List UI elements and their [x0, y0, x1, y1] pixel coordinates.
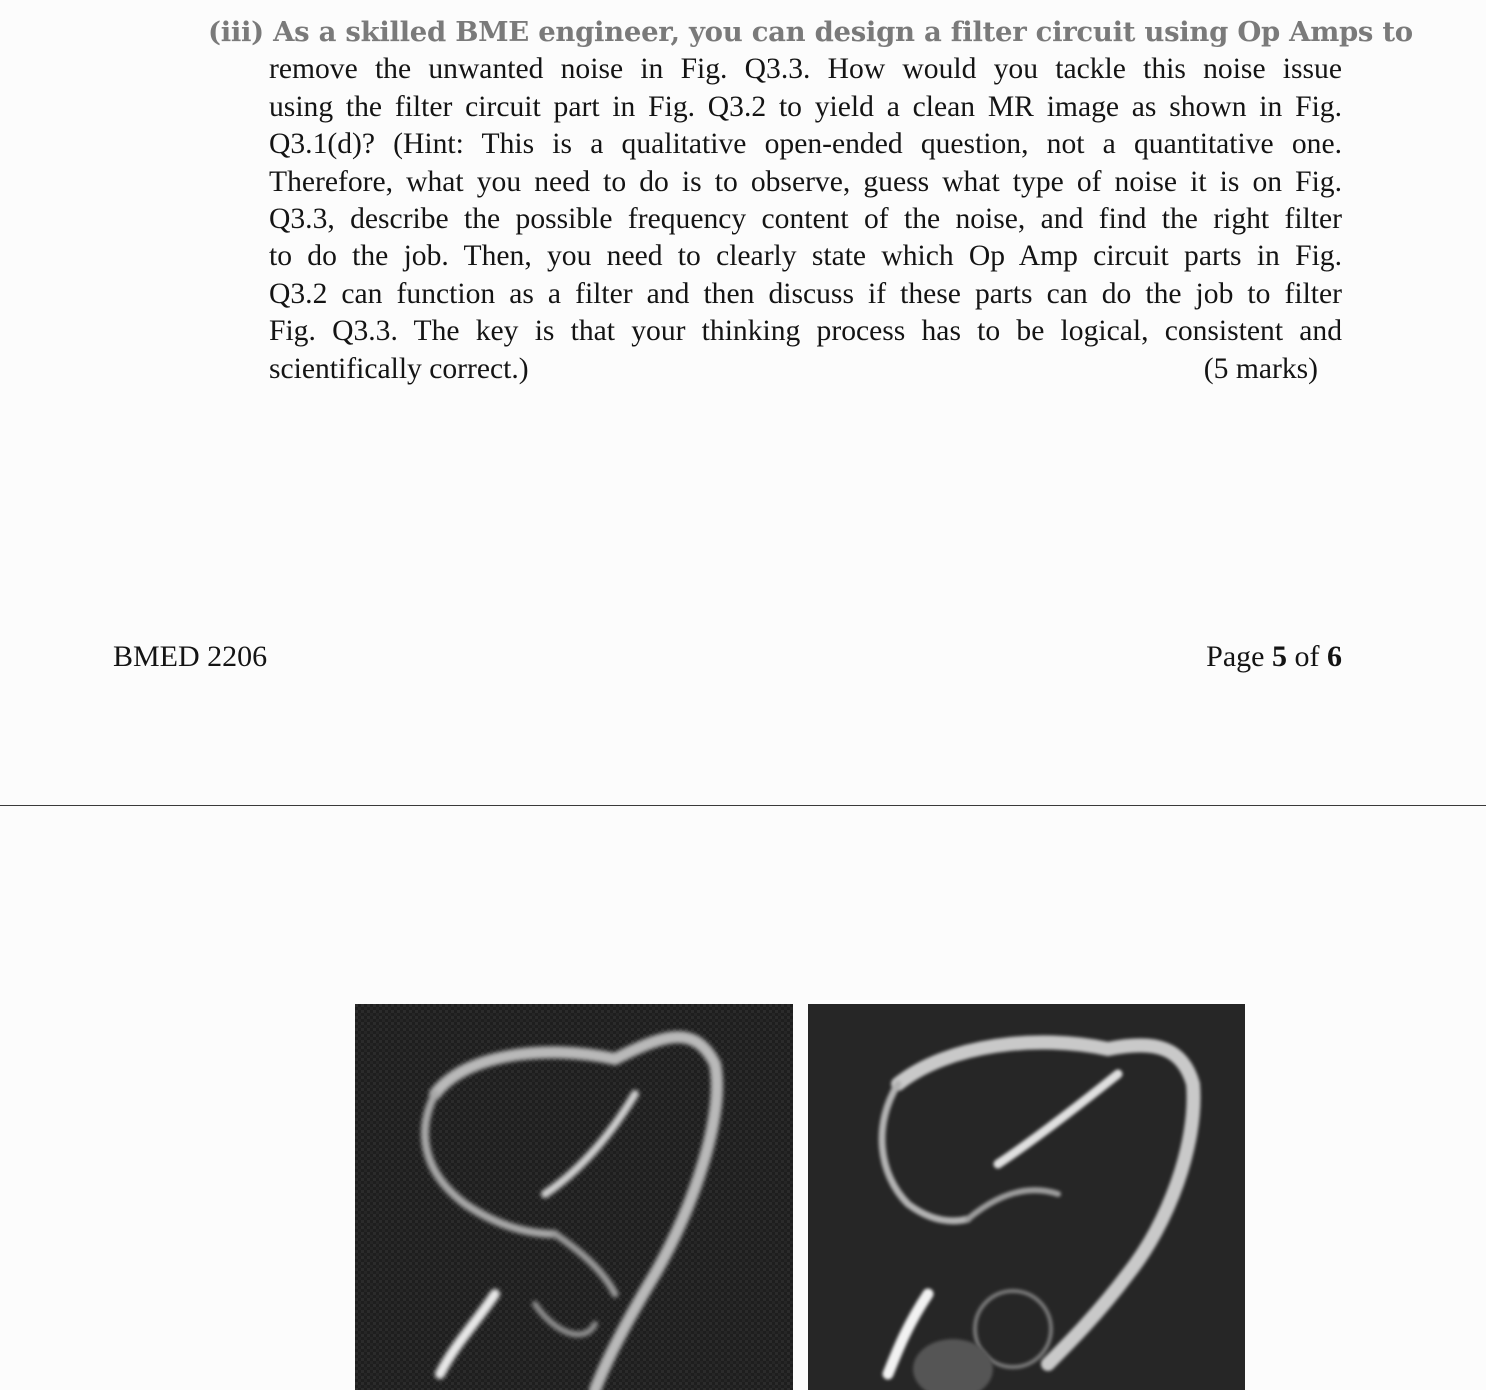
- course-code: BMED 2206: [113, 640, 268, 673]
- noisy-heart-scan: [355, 1004, 793, 1390]
- question-line: remove the unwanted noise in Fig. Q3.3. How would you tackle this noise issue: [269, 53, 1342, 86]
- question-line: Q3.2 can function as a filter and then discuss if these parts can do the job to filter: [269, 277, 1342, 310]
- question-line: to do the job. Then, you need to clearly state which Op Amp circuit parts in Fig.: [269, 240, 1342, 273]
- question-line: using the filter circuit part in Fig. Q3.2 to yield a clean MR image as shown in Fig.: [269, 90, 1342, 123]
- question-last-line: [269, 351, 1318, 388]
- page-total: 6: [1327, 640, 1342, 673]
- page-word: Page: [1206, 640, 1265, 673]
- noisy-mri-image: [355, 1004, 793, 1390]
- question-iii: [208, 14, 1413, 388]
- page-of: of: [1294, 640, 1320, 673]
- question-line: (iii) As a skilled BME engineer, you can design a filter circuit using Op Amps to: [208, 16, 1413, 48]
- question-line: Q3.1(d)? (Hint: This is a qualitative open-ended question, not a quantitative one.: [269, 128, 1342, 161]
- clean-heart-scan: [808, 1004, 1245, 1390]
- question-line: Q3.3, describe the possible frequency content of the noise, and find the right filter: [269, 203, 1342, 236]
- mri-figure: [355, 1004, 1246, 1390]
- question-line-end: scientifically correct.): [269, 352, 529, 385]
- question-line: Therefore, what you need to do is to observe, guess what type of noise it is on Fig.: [269, 165, 1342, 198]
- clean-mri-image: [808, 1004, 1245, 1390]
- marks-label: (5 marks): [1203, 352, 1318, 385]
- page-footer: [113, 640, 1342, 674]
- question-line: Fig. Q3.3. The key is that your thinking process has to be logical, consistent and: [269, 315, 1342, 348]
- page-number: [1206, 640, 1342, 674]
- page-separator: [0, 805, 1486, 806]
- page-current: 5: [1272, 640, 1287, 673]
